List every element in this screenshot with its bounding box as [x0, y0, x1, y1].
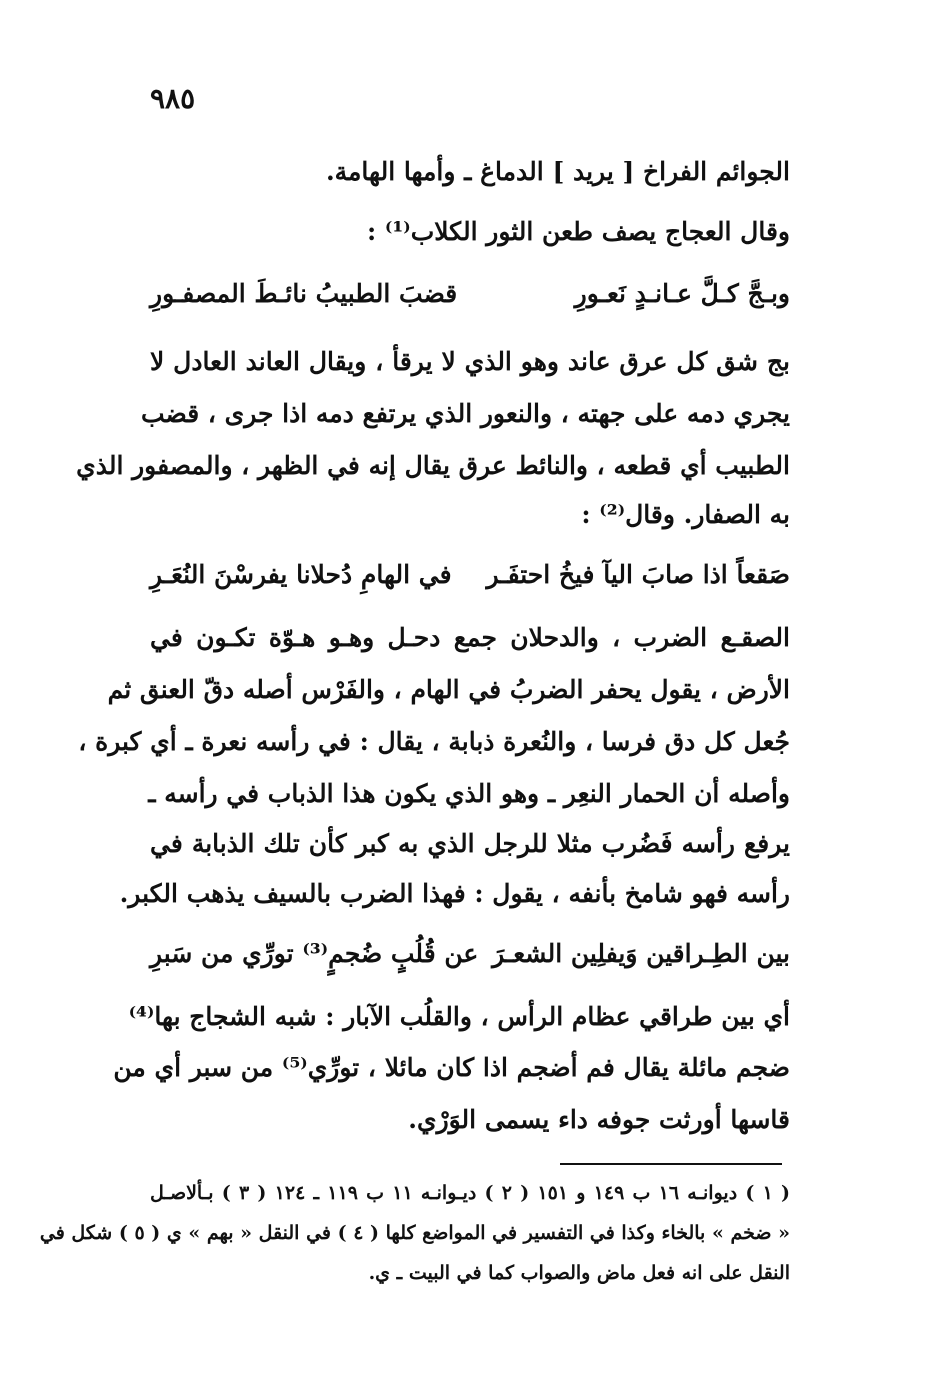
- verse-line: [150, 932, 790, 982]
- verse-hemistich-first: بين الطِـراقين وَيفلِين الشعـرَ: [492, 939, 790, 968]
- paragraph-line: أي بين طراقي عظام الرأس ، والقلُب الآبار : شبه الشجاج بها⁽⁴⁾: [128, 1002, 790, 1031]
- paragraph-line: الصقـع الضرب ، والدحلان جمع دحـل وهـو هـوّة تكـون في: [150, 623, 790, 652]
- verse-line: [150, 553, 790, 603]
- verse-hemistich-first: صَقعاً اذا صابَ اليآ فيخُ احتفَـر: [486, 560, 790, 589]
- paragraph-line: وأصله أن الحمار النعِر ـ وهو الذي يكون هذا الذباب في رأسه ـ: [148, 779, 790, 808]
- paragraph-line: رأسه فهو شامخ بأنفه ، يقول : فهذا الضرب بالسيف يذهب الكبر.: [119, 879, 790, 908]
- text-line: وقال العجاج يصف طعن الثور الكلاب⁽¹⁾ :: [366, 217, 790, 246]
- footnote-line: النقل على انه فعل ماض والصواب كما في البيت ـ ي.: [368, 1262, 790, 1284]
- paragraph-line: به الصفار. وقال⁽²⁾ :: [581, 500, 790, 529]
- paragraph-line: بج شق كل عرق عاند وهو الذي لا يرقأ ، ويقال العاند العادل لا: [150, 347, 790, 376]
- paragraph-line: قاسها أورثت جوفه داء يسمى الوَرْي.: [408, 1105, 790, 1134]
- footnote-line: ( ١ ) ديوانـه ١٦ ب ١٤٩ و ١٥١ ( ٢ ) ديـوانـه ١١ ب ١١٩ ـ ١٢٤ ( ٣ ) بـألاصـل: [150, 1182, 791, 1204]
- paragraph-line: ضجم مائلة يقال فم أضجم اذا كان مائلا ، تورِّي⁽⁵⁾ من سبر أي من: [113, 1053, 790, 1082]
- verse-hemistich-first: وبـجَّ كـلَّ عـانـدٍ نَعـورِ: [574, 279, 790, 308]
- footnote-line: « ضخم » بالخاء وكذا في التفسير في المواضع كلها ( ٤ ) في النقل « بهم » ي ( ٥ ) شكل في: [39, 1222, 790, 1244]
- verse-hemistich-second: عن قُلُبٍ ضُجمٍ⁽³⁾ تورِّي من سَبرِ: [150, 939, 479, 968]
- paragraph-line: يجري دمه على جهته ، والنعور الذي يرتفع دمه اذا جرى ، قضب: [140, 399, 790, 428]
- paragraph-line: الطبيب أي قطعه ، والنائط عرق يقال إنه في الظهر ، والمصفور الذي: [76, 451, 790, 480]
- verse-line: [150, 272, 790, 322]
- paragraph-line: جُعل كل دق فرسا ، والنُعرة ذبابة ، يقال : في رأسه نعرة ـ أي كبرة ،: [78, 727, 790, 756]
- verse-hemistich-second: قضبَ الطبيبُ نائـطَ المصفـورِ: [150, 279, 458, 308]
- page-number: ٩٨٥: [150, 82, 196, 115]
- verse-hemistich-second: في الهامِ دُحلانا يفرسْنَ النُعَـرِ: [150, 560, 452, 589]
- paragraph-line: يرفع رأسه فَضُرب مثلا للرجل الذي به كبر كأن تلك الذبابة في: [150, 829, 790, 858]
- text-line: الجوائم الفراخ [ يريد ] الدماغ ـ وأمها الهامة.: [325, 157, 790, 186]
- paragraph-line: الأرض ، يقول يحفر الضربُ في الهام ، والفَرْس أصله دقّ العنق ثم: [107, 675, 790, 704]
- footnote-separator: [560, 1163, 782, 1165]
